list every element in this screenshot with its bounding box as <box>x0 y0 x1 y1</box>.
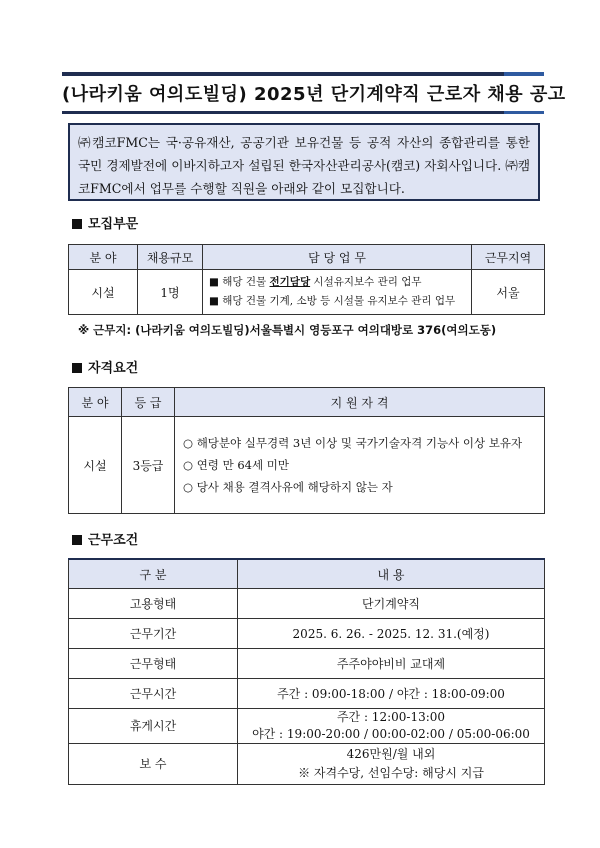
duty-suffix: 시설유지보수 관리 업무 <box>310 276 422 288</box>
table-row <box>69 417 545 514</box>
table-row <box>69 270 545 315</box>
table-row <box>69 679 545 709</box>
qualification-table <box>68 387 545 514</box>
qualification-item: ○ 해당분야 실무경력 3년 이상 및 국가기술자격 기능사 이상 보유자 <box>183 436 523 450</box>
header-grade: 등 급 <box>122 388 175 417</box>
cell-duty <box>203 270 472 315</box>
qualification-item: ○ 당사 채용 결격사유에 해당하지 않는 자 <box>183 480 393 494</box>
title-underline <box>62 111 544 114</box>
section-heading-qualification <box>72 357 138 376</box>
section-heading-text: 자격요건 <box>88 361 139 376</box>
cell-value: 2025. 6. 26. - 2025. 12. 31.(예정) <box>238 619 545 649</box>
header-duty: 담 당 업 무 <box>203 245 472 270</box>
pay-note: ※ 자격수당, 선임수당: 해당시 지급 <box>298 766 484 780</box>
cell-label: 근무기간 <box>69 619 238 649</box>
conditions-table <box>68 558 545 785</box>
cell-value <box>238 709 545 744</box>
section-heading-text: 근무조건 <box>88 533 139 548</box>
title-underline-accent <box>504 111 544 114</box>
cell-value: 주주야야비비 교대제 <box>238 649 545 679</box>
intro-box: ㈜캠코FMC는 국·공유재산, 공공기관 보유건물 등 공적 자산의 종합관리를 통한 국민 경제발전에 이바지하고자 설립된 한국자산관리공사(캠코) 자회사입니다. ㈜캠코FMC에서 업무를 수행할 직원을 아래와 같이 모집합니다. <box>68 123 540 201</box>
square-bullet-icon <box>72 535 82 545</box>
cell-value <box>238 744 545 785</box>
duty-highlight: 전기담당 <box>269 276 311 288</box>
cell-grade: 3등급 <box>122 417 175 514</box>
table-row <box>69 709 545 744</box>
section-heading-text: 모집부문 <box>88 217 139 232</box>
cell-label: 보 수 <box>69 744 238 785</box>
duty-line-1 <box>209 273 471 292</box>
cell-label: 고용형태 <box>69 589 238 619</box>
header-content: 내 용 <box>238 559 545 589</box>
cell-field: 시설 <box>69 417 122 514</box>
cell-value: 주간 : 09:00-18:00 / 야간 : 18:00-09:00 <box>238 679 545 709</box>
cell-qualification <box>175 417 545 514</box>
header-field: 분 야 <box>69 388 122 417</box>
header-field: 분 야 <box>69 245 138 270</box>
rest-night: 야간 : 19:00-20:00 / 00:00-02:00 / 05:00-06:00 <box>252 727 530 741</box>
cell-count: 1명 <box>138 270 203 315</box>
pay-amount: 426만원/월 내외 <box>346 747 436 761</box>
square-bullet-icon <box>72 363 82 373</box>
duty-prefix: ■ 해당 건물 <box>209 276 270 288</box>
table-row <box>69 589 545 619</box>
cell-label: 근무시간 <box>69 679 238 709</box>
duty-line-2: ■ 해당 건물 기계, 소방 등 시설물 유지보수 관리 업무 <box>209 295 456 307</box>
qualification-item: ○ 연령 만 64세 미만 <box>183 458 289 472</box>
page-title: (나라키움 여의도빌딩) 2025년 단기계약직 근로자 채용 공고 <box>62 84 566 105</box>
workplace-note: ※ 근무지: (나라키움 여의도빌딩)서울특별시 영등포구 여의대방로 376(여의도동) <box>78 323 497 337</box>
square-bullet-icon <box>72 219 82 229</box>
table-row <box>69 649 545 679</box>
cell-label: 휴게시간 <box>69 709 238 744</box>
cell-field: 시설 <box>69 270 138 315</box>
table-row <box>69 744 545 785</box>
header-count: 채용규모 <box>138 245 203 270</box>
section-heading-recruit <box>72 213 138 232</box>
recruit-table <box>68 244 545 315</box>
rest-day: 주간 : 12:00-13:00 <box>336 710 446 724</box>
cell-value: 단기계약직 <box>238 589 545 619</box>
cell-region: 서울 <box>472 270 545 315</box>
header-region: 근무지역 <box>472 245 545 270</box>
cell-label: 근무형태 <box>69 649 238 679</box>
table-row <box>69 619 545 649</box>
title-bar <box>62 72 566 114</box>
title-accent <box>504 72 544 76</box>
header-qualification: 지 원 자 격 <box>175 388 545 417</box>
header-category: 구 분 <box>69 559 238 589</box>
section-heading-conditions <box>72 529 138 548</box>
